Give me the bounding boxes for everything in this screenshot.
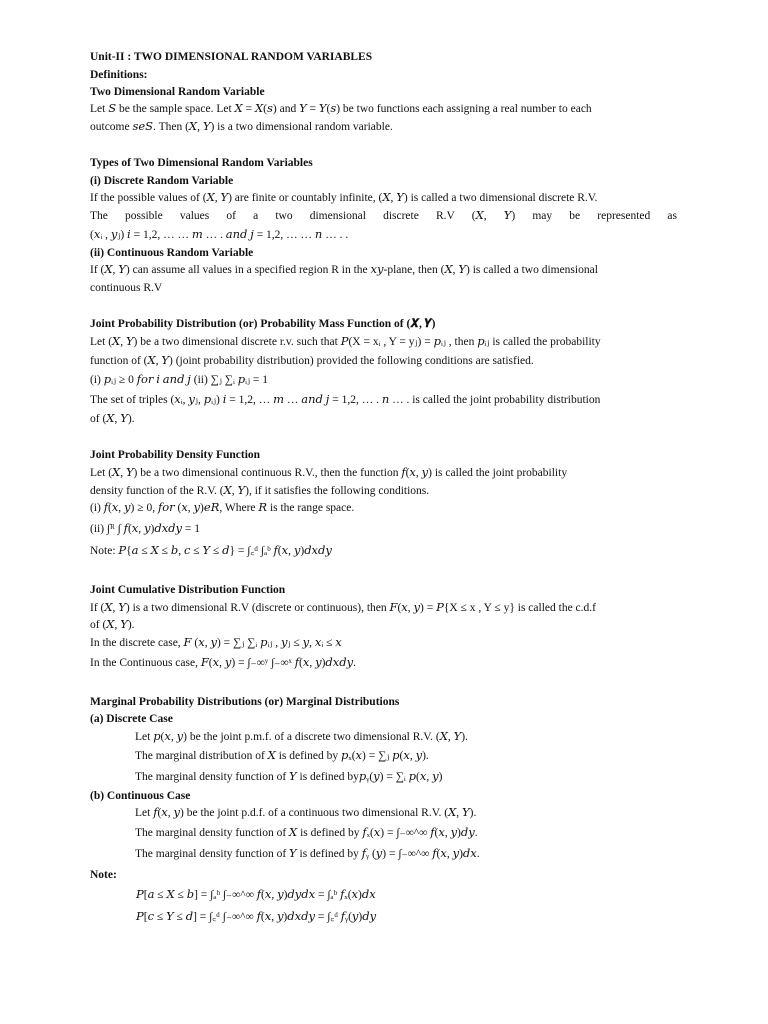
section-heading-joint-pmf: Joint Probability Distribution (or) Probability Mass Function of (𝑿, 𝒀) — [90, 318, 436, 330]
formula-line: (ii) ∫ᴿ ∫ 𝑓(𝑥, 𝑦)𝑑𝑥𝑑𝑦 = 1 — [90, 523, 201, 535]
paragraph-line: Let 𝑆 be the sample space. Let 𝑋 = 𝑋(𝑠) and 𝑌 = 𝑌(𝑠) be two functions each assigning a real number to each — [90, 103, 592, 115]
paragraph-line: continuous R.V — [90, 282, 163, 294]
formula-line: In the discrete case, 𝐹 (𝑥, 𝑦) = ∑ⱼ ∑ᵢ 𝑝ᵢⱼ , 𝑦ⱼ ≤ 𝑦, 𝑥ᵢ ≤ 𝑥 — [90, 637, 342, 649]
formula-line: (𝑥ᵢ , 𝑦ⱼ) 𝑖 = 1,2, … … 𝑚 … . 𝑎𝑛𝑑 𝑗 = 1,2, … … 𝑛 … . . — [90, 229, 349, 241]
paragraph-line: function of (𝑋, 𝑌) (joint probability distribution) provided the following conditions are satisfied. — [90, 355, 534, 367]
note-line: Note: 𝑃{𝑎 ≤ 𝑋 ≤ 𝑏, 𝑐 ≤ 𝑌 ≤ 𝑑} = ∫꜀ᵈ ∫ₐᵇ 𝑓(𝑥, 𝑦)𝑑𝑥𝑑𝑦 — [90, 545, 332, 557]
formula-line: 𝑃[𝑐 ≤ 𝑌 ≤ 𝑑] = ∫꜀ᵈ ∫₋∞^∞ 𝑓(𝑥, 𝑦)𝑑𝑥𝑑𝑦 = ∫꜀ᵈ 𝑓ᵧ(𝑦)𝑑𝑦 — [136, 911, 377, 923]
formula-line: The marginal density function of 𝑋 is defined by 𝑓ₓ(𝑥) = ∫₋∞^∞ 𝑓(𝑥, 𝑦)𝑑𝑦. — [135, 827, 478, 839]
formula-line: The marginal distribution of 𝑋 is defined by 𝑝ₓ(𝑥) = ∑ⱼ 𝑝(𝑥, 𝑦). — [135, 750, 429, 762]
subheading-discrete: (i) Discrete Random Variable — [90, 175, 234, 187]
subheading-discrete-case: (a) Discrete Case — [90, 713, 173, 725]
paragraph-line: density function of the R.V. (𝑋, 𝑌), if it satisfies the following conditions. — [90, 485, 430, 497]
section-heading-two-dimensional-rv: Two Dimensional Random Variable — [90, 86, 265, 98]
formula-line: (i) 𝑝ᵢⱼ ≥ 0 𝑓𝑜𝑟 𝑖 𝑎𝑛𝑑 𝑗 (ii) ∑ⱼ ∑ᵢ 𝑝ᵢⱼ = 1 — [90, 374, 268, 386]
paragraph-line: The possible values of a two dimensional discrete R.V (𝑋, 𝑌) may be represented as — [90, 210, 677, 222]
paragraph-line: outcome 𝑠𝑒𝑆. Then (𝑋, 𝑌) is a two dimensional random variable. — [90, 121, 393, 133]
formula-line: The marginal density function of 𝑌 is defined by 𝑓ᵧ (𝑦) = ∫₋∞^∞ 𝑓(𝑥, 𝑦)𝑑𝑥. — [135, 848, 480, 860]
section-heading-joint-cdf: Joint Cumulative Distribution Function — [90, 584, 286, 596]
formula-line: 𝑃[𝑎 ≤ 𝑋 ≤ 𝑏] = ∫ₐᵇ ∫₋∞^∞ 𝑓(𝑥, 𝑦)𝑑𝑦𝑑𝑥 = ∫ₐᵇ 𝑓ₓ(𝑥)𝑑𝑥 — [136, 889, 376, 901]
paragraph-line: Let 𝑝(𝑥, 𝑦) be the joint p.m.f. of a discrete two dimensional R.V. (𝑋, 𝑌). — [135, 731, 468, 743]
paragraph-line: If (𝑋, 𝑌) can assume all values in a specified region R in the 𝑥𝑦-plane, then (𝑋, 𝑌) is called a two dimensional — [90, 264, 598, 276]
definitions-heading: Definitions: — [90, 69, 148, 81]
subheading-continuous: (ii) Continuous Random Variable — [90, 247, 254, 259]
paragraph-line: Let 𝑓(𝑥, 𝑦) be the joint p.d.f. of a continuous two dimensional R.V. (𝑋, 𝑌). — [135, 807, 477, 819]
paragraph-line: If (𝑋, 𝑌) is a two dimensional R.V (discrete or continuous), then 𝐹(𝑥, 𝑦) = 𝑃{X ≤ x , Y ≤ y} is called the c.d.f — [90, 602, 596, 614]
subheading-continuous-case: (b) Continuous Case — [90, 790, 191, 802]
formula-line: The marginal density function of 𝑌 is defined by𝑝ᵧ(𝑦) = ∑ᵢ 𝑝(𝑥, 𝑦) — [135, 771, 443, 783]
section-heading-marginal: Marginal Probability Distributions (or) Marginal Distributions — [90, 696, 400, 708]
formula-line: (i) 𝑓(𝑥, 𝑦) ≥ 0, 𝑓𝑜𝑟 (𝑥, 𝑦)𝑒𝑅, Where 𝑅 is the range space. — [90, 502, 355, 514]
paragraph-line: of (𝑋, 𝑌). — [90, 619, 135, 631]
document-title: Unit-II : TWO DIMENSIONAL RANDOM VARIABLES — [90, 51, 373, 63]
paragraph-line: If the possible values of (𝑋, 𝑌) are finite or countably infinite, (𝑋, 𝑌) is called a two dimensional discrete R.V. — [90, 192, 598, 204]
section-heading-joint-pdf: Joint Probability Density Function — [90, 449, 261, 461]
paragraph-line: of (𝑋, 𝑌). — [90, 413, 135, 425]
paragraph-line: The set of triples (𝑥ᵢ, 𝑦ⱼ, 𝑝ᵢⱼ) 𝑖 = 1,2, … 𝑚 … 𝑎𝑛𝑑 𝑗 = 1,2, … . 𝑛 … . is called the joint probability distribution — [90, 394, 601, 406]
section-heading-types: Types of Two Dimensional Random Variables — [90, 157, 313, 169]
formula-line: In the Continuous case, 𝐹(𝑥, 𝑦) = ∫₋∞ʸ ∫₋∞ˣ 𝑓(𝑥, 𝑦)𝑑𝑥𝑑𝑦. — [90, 657, 356, 669]
note-heading: Note: — [90, 869, 117, 881]
paragraph-line: Let (𝑋, 𝑌) be a two dimensional discrete r.v. such that 𝑃(X = xᵢ , Y = yⱼ) = 𝑝ᵢⱼ , then 𝑝ᵢⱼ is called the probability — [90, 336, 601, 348]
paragraph-line: Let (𝑋, 𝑌) be a two dimensional continuous R.V., then the function 𝑓(𝑥, 𝑦) is called the joint probability — [90, 467, 568, 479]
